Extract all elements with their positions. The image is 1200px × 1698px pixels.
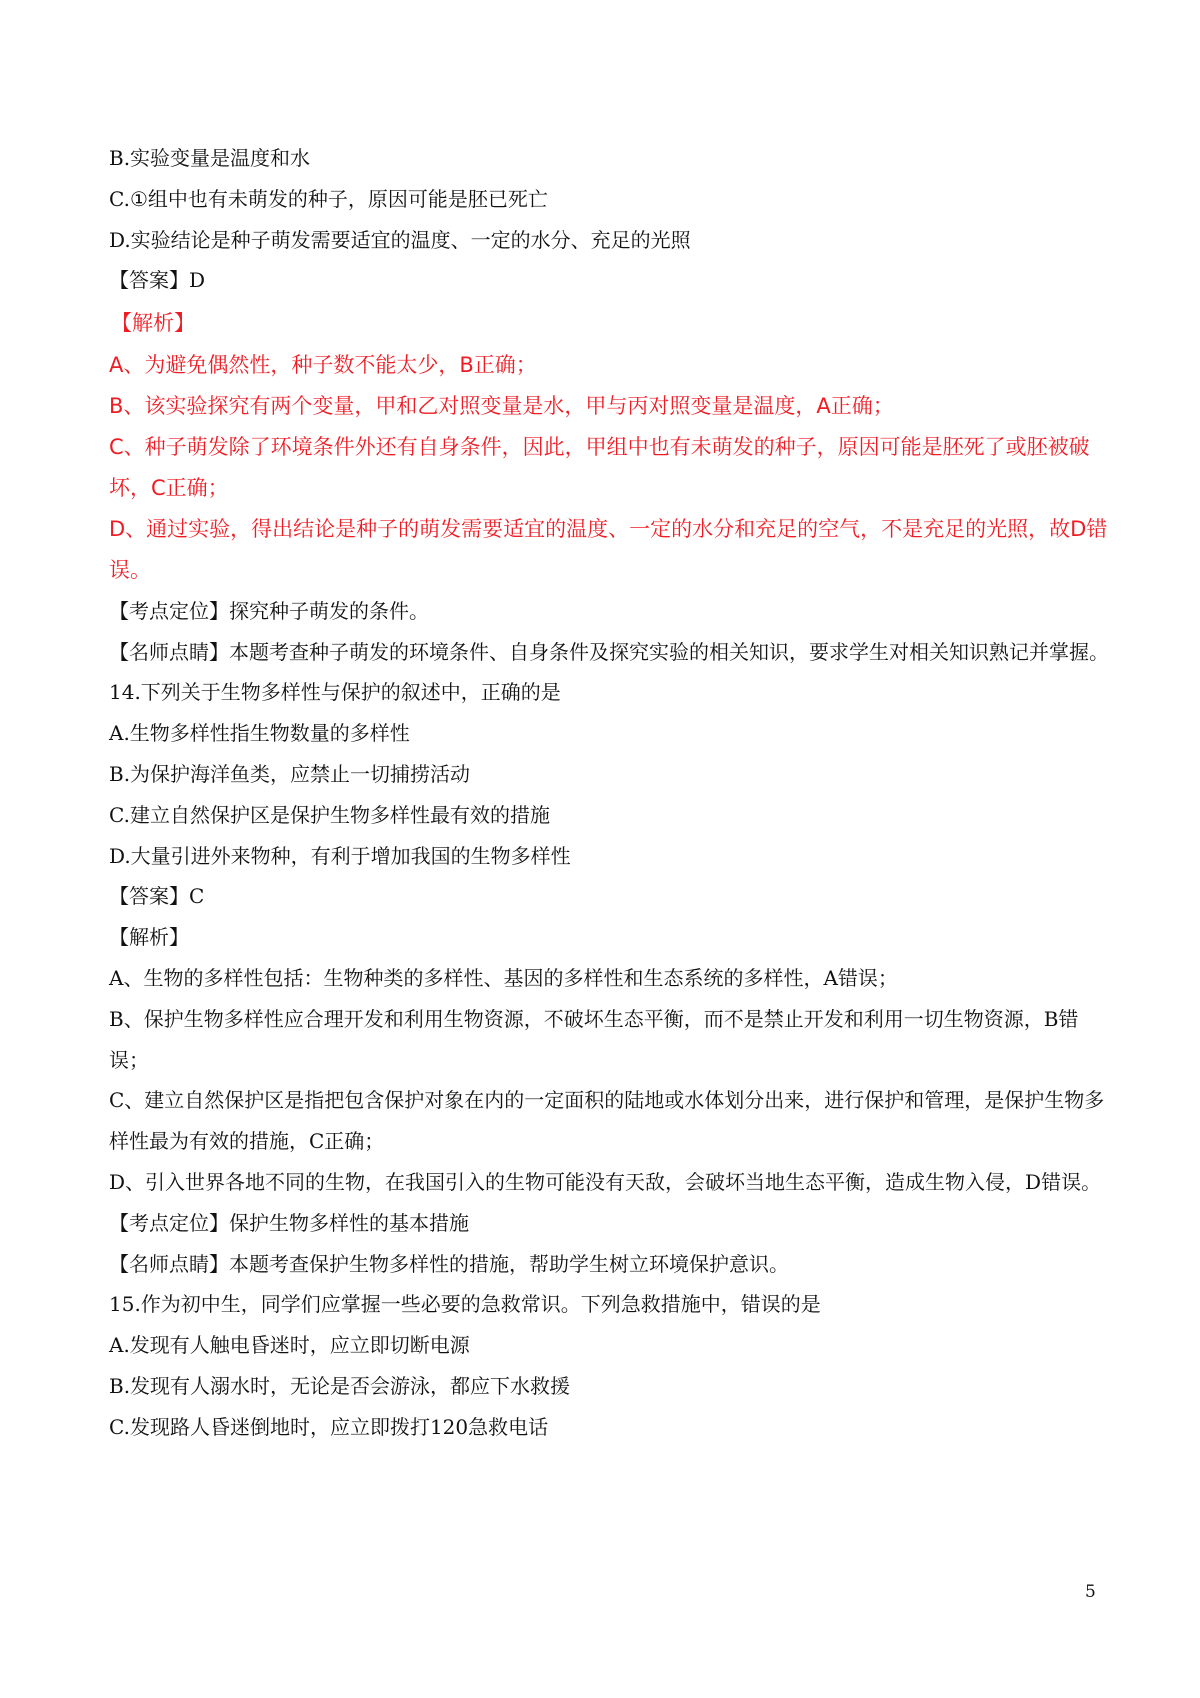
page-content bbox=[109, 138, 1109, 1448]
q14-option-c: C.建立自然保护区是保护生物多样性最有效的措施 bbox=[109, 802, 550, 827]
q13-option-d: D.实验结论是种子萌发需要适宜的温度、一定的水分、充足的光照 bbox=[109, 227, 691, 252]
q13-analysis-b: B、该实验探究有两个变量，甲和乙对照变量是水，甲与丙对照变量是温度，A正确； bbox=[109, 393, 894, 418]
q13-option-c: C.①组中也有未萌发的种子，原因可能是胚已死亡 bbox=[109, 186, 548, 211]
q13-analysis bbox=[109, 345, 1109, 591]
q15-option-b: B.发现有人溺水时，无论是否会游泳，都应下水救援 bbox=[109, 1373, 571, 1398]
q14-option-b: B.为保护海洋鱼类，应禁止一切捕捞活动 bbox=[109, 761, 471, 786]
q13-analysis-d: D、通过实验，得出结论是种子的萌发需要适宜的温度、一定的水分和充足的空气，不是充足的光照，故D错误。 bbox=[109, 516, 1108, 582]
q14-mingshi: 【名师点睛】本题考查保护生物多样性的措施，帮助学生树立环境保护意识。 bbox=[109, 1251, 789, 1276]
q13-analysis-heading: 【解析】 bbox=[111, 311, 195, 336]
page-number: 5 bbox=[1085, 1582, 1096, 1602]
q13-mingshi: 【名师点睛】本题考查种子萌发的环境条件、自身条件及探究实验的相关知识，要求学生对相关知识熟记并掌握。 bbox=[109, 639, 1109, 664]
q14-answer: 【答案】C bbox=[109, 884, 205, 909]
q14-analysis-c: C、建立自然保护区是指把包含保护对象在内的一定面积的陆地或水体划分出来，进行保护和管理，是保护生物多样性最为有效的措施，C正确； bbox=[109, 1088, 1105, 1154]
q13-option-b: B.实验变量是温度和水 bbox=[109, 146, 311, 170]
q13-analysis-a: A、为避免偶然性，种子数不能太少，B正确； bbox=[109, 353, 537, 378]
q14-analysis-d: D、引入世界各地不同的生物，在我国引入的生物可能没有天敌，会破坏当地生态平衡，造成生物入侵，D错误。 bbox=[109, 1169, 1102, 1194]
q14-analysis-a: A、生物的多样性包括：生物种类的多样性、基因的多样性和生态系统的多样性，A错误； bbox=[109, 965, 898, 990]
q15-option-c: C.发现路人昏迷倒地时，应立即拨打120急救电话 bbox=[109, 1414, 549, 1439]
q14-option-a: A.生物多样性指生物数量的多样性 bbox=[109, 721, 410, 746]
q14-option-d: D.大量引进外来物种，有利于增加我国的生物多样性 bbox=[109, 843, 571, 868]
q13-analysis-c: C、种子萌发除了环境条件外还有自身条件，因此，甲组中也有未萌发的种子，原因可能是胚死了或胚被破坏，C正确； bbox=[109, 434, 1090, 500]
q13-answer: 【答案】D bbox=[109, 268, 206, 293]
q14-analysis-b: B、保护生物多样性应合理开发和利用生物资源，不破坏生态平衡，而不是禁止开发和利用一切生物资源，B错误； bbox=[109, 1006, 1079, 1072]
q15-stem: 15.作为初中生，同学们应掌握一些必要的急救常识。下列急救措施中，错误的是 bbox=[109, 1292, 821, 1317]
q14-analysis-heading: 【解析】 bbox=[109, 925, 189, 950]
q13-kaodian: 【考点定位】探究种子萌发的条件。 bbox=[109, 598, 429, 623]
q14-stem: 14.下列关于生物多样性与保护的叙述中，正确的是 bbox=[109, 680, 561, 705]
q14-kaodian: 【考点定位】保护生物多样性的基本措施 bbox=[109, 1210, 469, 1235]
q15-option-a: A.发现有人触电昏迷时，应立即切断电源 bbox=[109, 1333, 470, 1358]
